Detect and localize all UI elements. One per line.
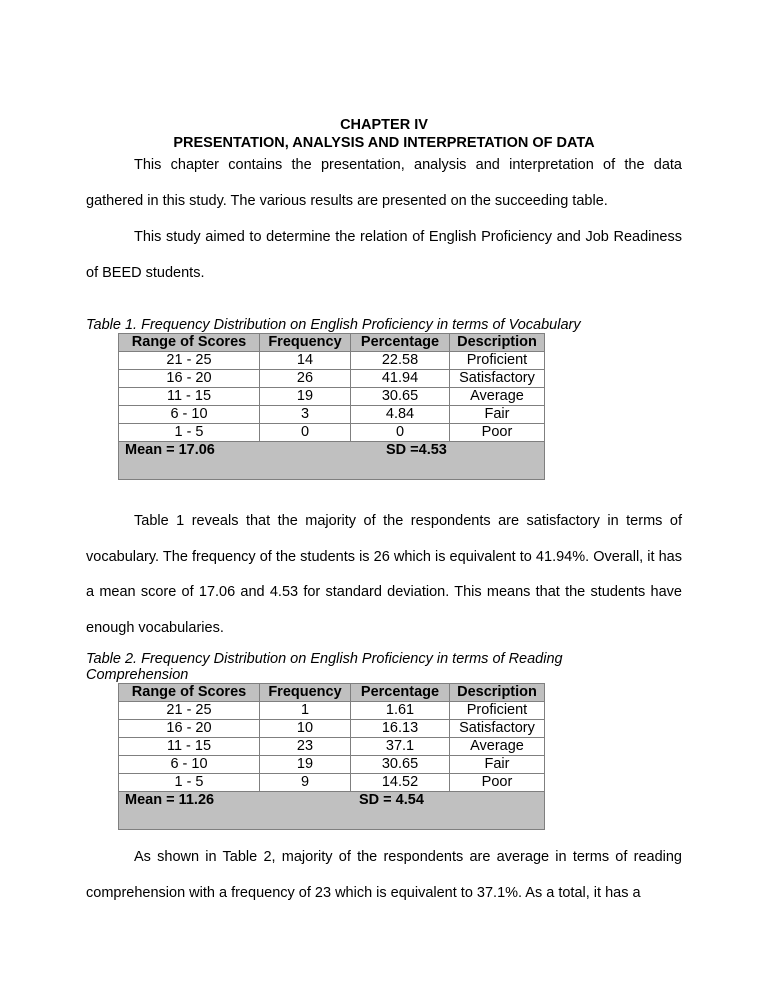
table-row	[119, 388, 545, 406]
cell-description: Poor	[450, 424, 545, 442]
column-header-percentage: Percentage	[351, 334, 450, 352]
cell-description: Satisfactory	[450, 370, 545, 388]
cell-percentage: 16.13	[351, 720, 450, 738]
table-2-interpretation	[86, 840, 682, 911]
intro-paragraph-2	[86, 220, 682, 291]
cell-percentage: 37.1	[351, 738, 450, 756]
table-row	[119, 720, 545, 738]
table-1-header-row	[119, 334, 545, 352]
cell-range: 11 - 15	[119, 738, 260, 756]
mean-value: Mean = 11.26	[125, 792, 215, 808]
table-2-caption-line-1: Table 2. Frequency Distribution on English Proficiency in terms of Reading	[86, 651, 563, 667]
column-header-description: Description	[450, 684, 545, 702]
cell-frequency: 9	[260, 774, 351, 792]
mean-value: Mean = 17.06	[125, 442, 215, 458]
intro-paragraph-2-text: This study aimed to determine the relation of English Proficiency and Job Readiness of BEED students.	[86, 229, 682, 281]
cell-frequency: 10	[260, 720, 351, 738]
cell-frequency: 3	[260, 406, 351, 424]
column-header-percentage: Percentage	[351, 684, 450, 702]
cell-range: 1 - 5	[119, 424, 260, 442]
cell-frequency: 19	[260, 756, 351, 774]
cell-frequency: 14	[260, 352, 351, 370]
cell-range: 21 - 25	[119, 352, 260, 370]
cell-percentage: 14.52	[351, 774, 450, 792]
cell-frequency: 23	[260, 738, 351, 756]
column-header-range: Range of Scores	[119, 684, 260, 702]
table-row	[119, 370, 545, 388]
column-header-range: Range of Scores	[119, 334, 260, 352]
cell-description: Average	[450, 388, 545, 406]
table-2	[118, 683, 545, 830]
column-header-frequency: Frequency	[260, 684, 351, 702]
cell-description: Proficient	[450, 702, 545, 720]
table-2-interpretation-text: As shown in Table 2, majority of the respondents are average in terms of reading comprehension with a frequency of 23 which is equivalent to 37.1%. As a total, it has a	[86, 849, 682, 901]
cell-description: Fair	[450, 756, 545, 774]
table-row	[119, 738, 545, 756]
table-row	[119, 774, 545, 792]
table-2-header-row	[119, 684, 545, 702]
cell-description: Poor	[450, 774, 545, 792]
table-row	[119, 406, 545, 424]
cell-range: 16 - 20	[119, 720, 260, 738]
cell-percentage: 30.65	[351, 388, 450, 406]
chapter-number: CHAPTER IV	[340, 117, 428, 133]
cell-frequency: 1	[260, 702, 351, 720]
cell-percentage: 0	[351, 424, 450, 442]
table-row	[119, 352, 545, 370]
table-1-caption: Table 1. Frequency Distribution on English Proficiency in terms of Vocabulary	[86, 317, 581, 333]
sd-value: SD =4.53	[386, 442, 447, 458]
summary-cell	[119, 442, 545, 480]
cell-description: Fair	[450, 406, 545, 424]
table-row	[119, 424, 545, 442]
cell-range: 1 - 5	[119, 774, 260, 792]
table-row	[119, 756, 545, 774]
column-header-description: Description	[450, 334, 545, 352]
cell-percentage: 41.94	[351, 370, 450, 388]
cell-frequency: 0	[260, 424, 351, 442]
cell-frequency: 19	[260, 388, 351, 406]
table-2-summary-row	[119, 792, 545, 830]
cell-description: Satisfactory	[450, 720, 545, 738]
cell-percentage: 30.65	[351, 756, 450, 774]
table-1-interpretation	[86, 504, 682, 646]
chapter-title: PRESENTATION, ANALYSIS AND INTERPRETATION OF DATA	[173, 135, 595, 151]
table-1-interpretation-text: Table 1 reveals that the majority of the respondents are satisfactory in terms of vocabulary. The frequency of the students is 26 which is equivalent to 41.94%. Overall, it has a mean score of 17.06 and 4.53 for standard deviation. This means that the students have enough vocabularies.	[86, 513, 682, 636]
cell-range: 11 - 15	[119, 388, 260, 406]
cell-percentage: 22.58	[351, 352, 450, 370]
cell-range: 6 - 10	[119, 406, 260, 424]
cell-range: 21 - 25	[119, 702, 260, 720]
intro-paragraph-1-text: This chapter contains the presentation, analysis and interpretation of the data gathered in this study. The various results are presented on the succeeding table.	[86, 157, 682, 209]
intro-paragraph-1	[86, 148, 682, 219]
table-1	[118, 333, 545, 480]
cell-range: 16 - 20	[119, 370, 260, 388]
table-row	[119, 702, 545, 720]
table-1-summary-row	[119, 442, 545, 480]
table-2-caption	[86, 651, 686, 683]
cell-percentage: 1.61	[351, 702, 450, 720]
cell-range: 6 - 10	[119, 756, 260, 774]
column-header-frequency: Frequency	[260, 334, 351, 352]
summary-cell	[119, 792, 545, 830]
cell-frequency: 26	[260, 370, 351, 388]
cell-description: Proficient	[450, 352, 545, 370]
cell-description: Average	[450, 738, 545, 756]
table-2-caption-line-2: Comprehension	[86, 667, 189, 683]
cell-percentage: 4.84	[351, 406, 450, 424]
sd-value: SD = 4.54	[359, 792, 424, 808]
